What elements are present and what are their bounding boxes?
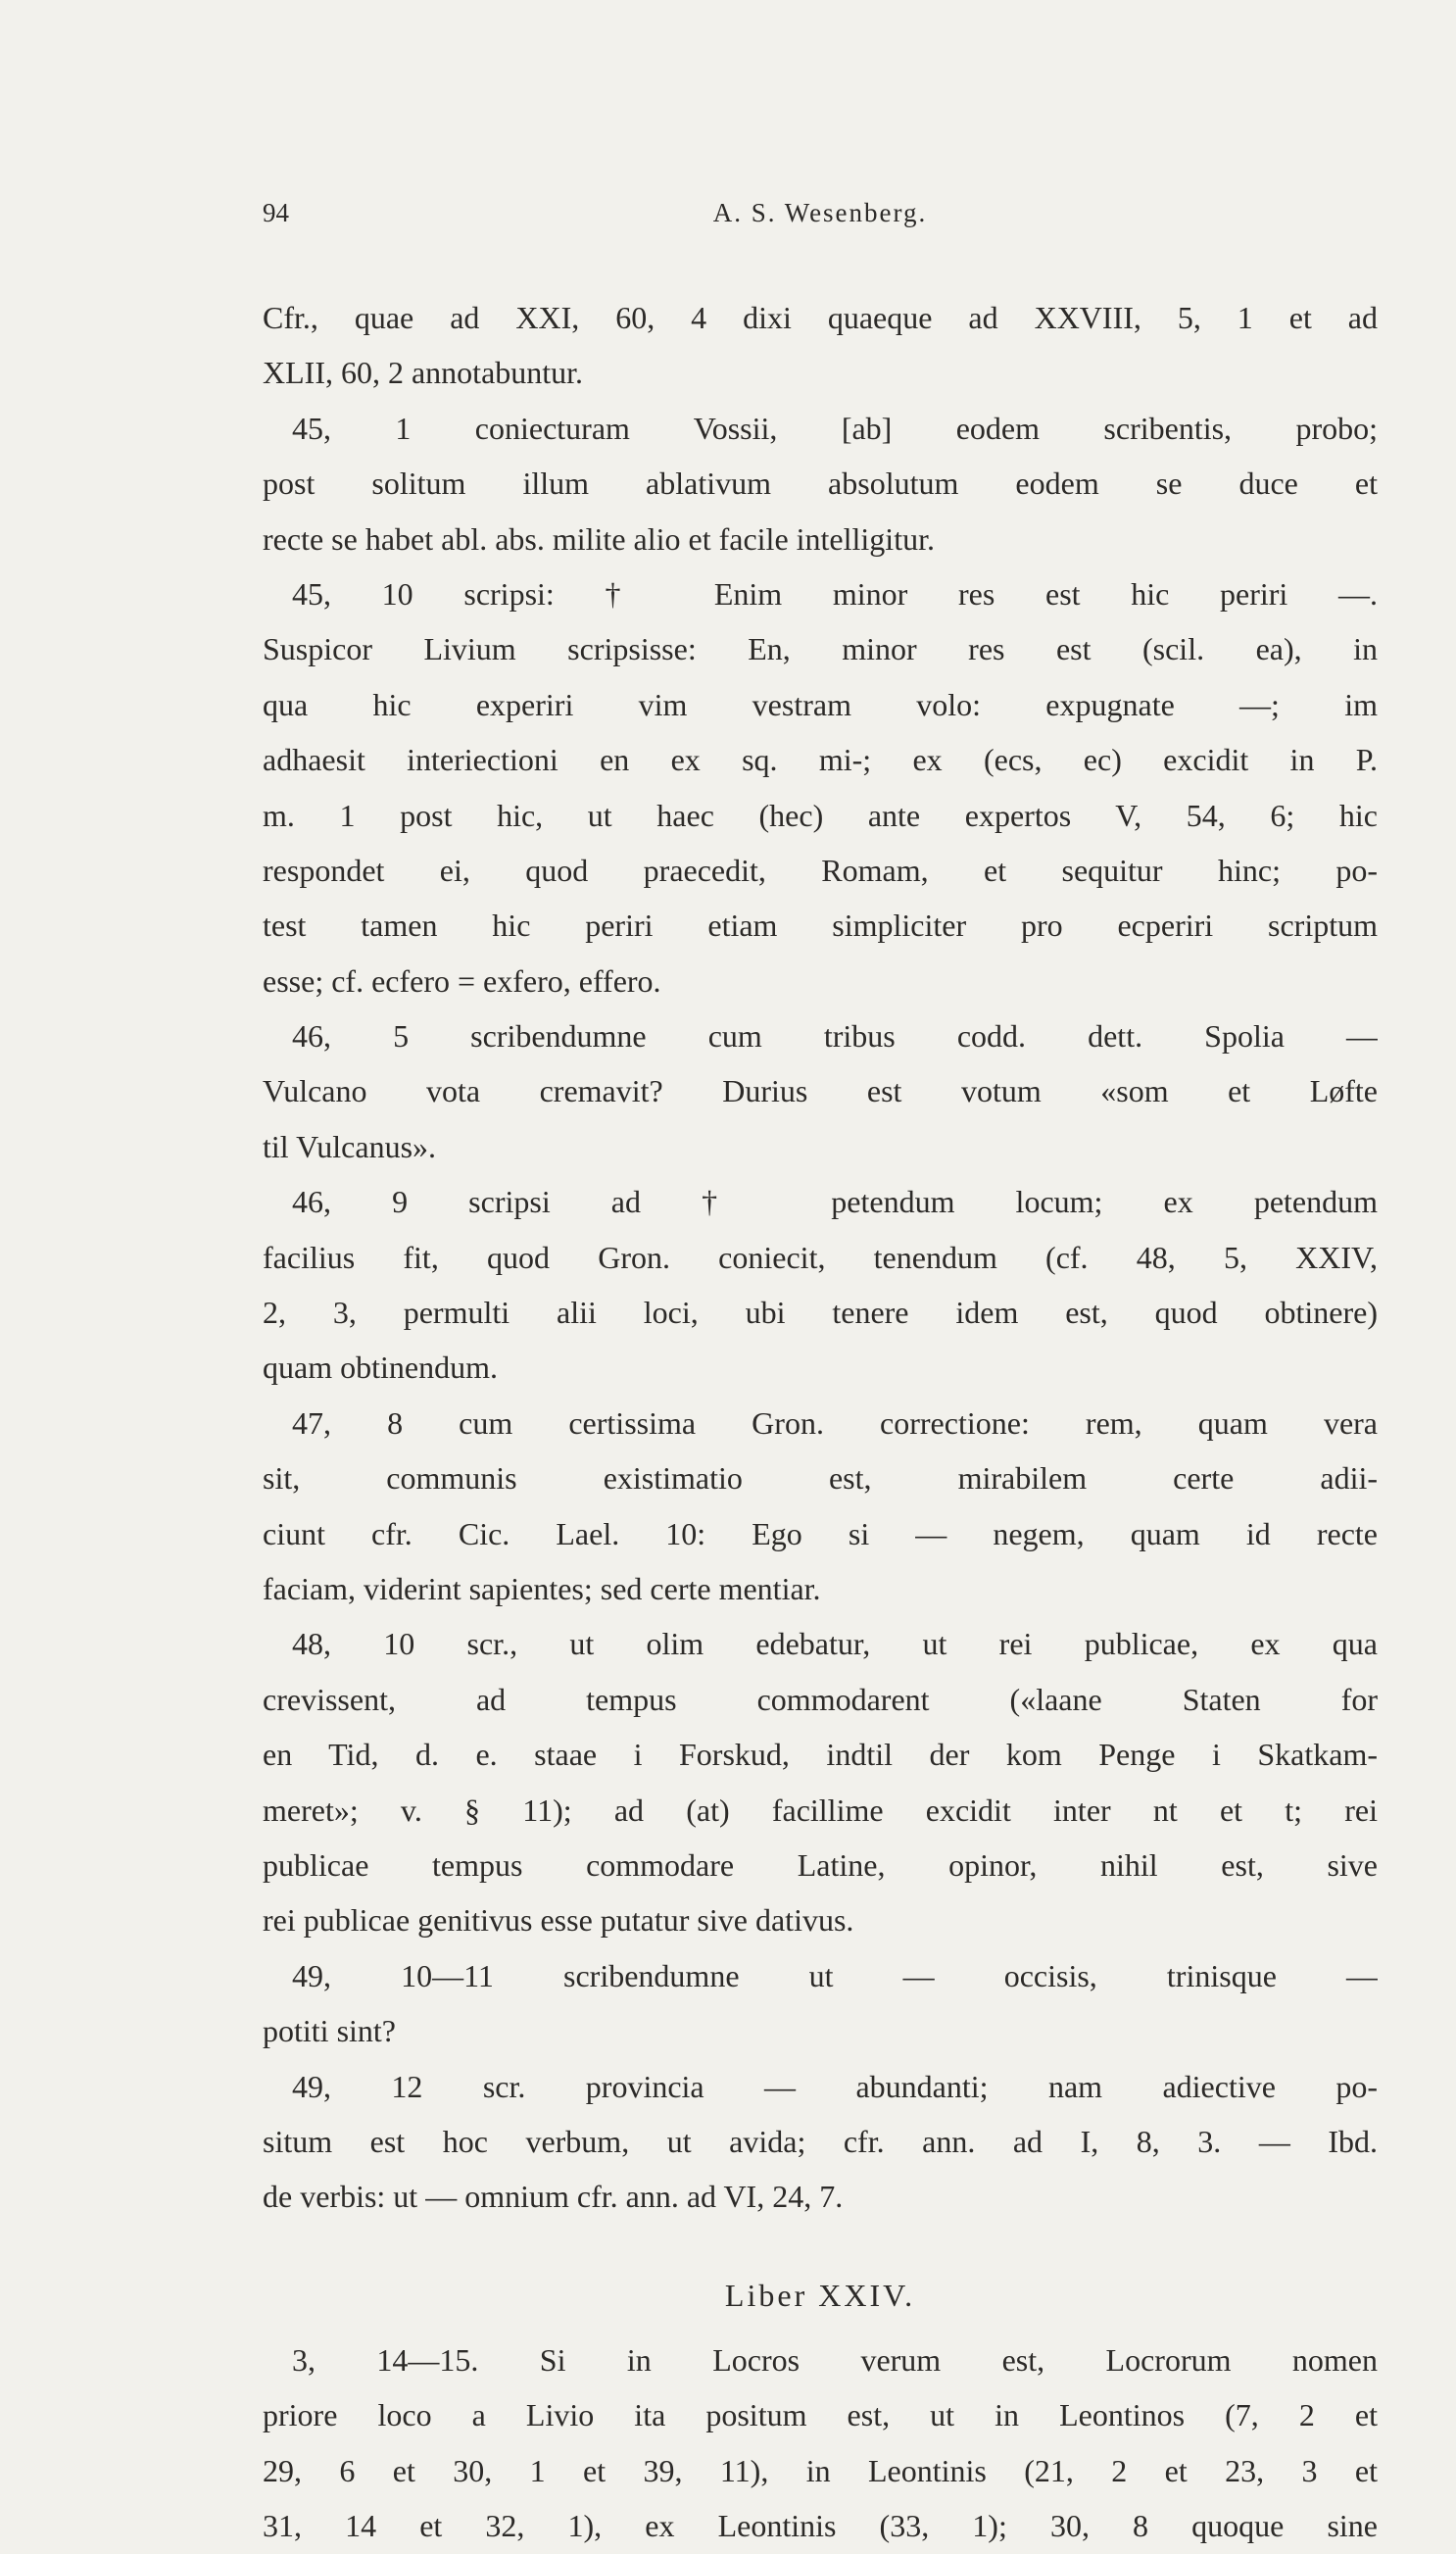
text-line: test tamen hic periri etiam simpliciter pro ecperiri scriptum (263, 908, 1378, 944)
text-line: 45, 10 scripsi: † Enim minor res est hic periri —. (292, 575, 1378, 612)
text-line: meret»; v. § 11); ad (at) facillime excidit inter nt et t; rei (263, 1792, 1378, 1828)
text-line: respondet ei, quod praecedit, Romam, et sequitur hinc; po- (263, 852, 1378, 888)
text-line: quam obtinendum. (263, 1350, 498, 1386)
text-line: sit, communis existimatio est, mirabilem certe adii- (263, 1460, 1378, 1497)
paragraph (263, 290, 1378, 401)
text-line: crevissent, ad tempus commodarent («laane Staten for (263, 1681, 1378, 1717)
text-line: 29, 6 et 30, 1 et 39, 11), in Leontinis (21, 2 et 23, 3 et (263, 2452, 1378, 2488)
text-line: facilius fit, quod Gron. coniecit, tenendum (cf. 48, 5, XXIV, (263, 1239, 1378, 1275)
text-line: rei publicae genitivus esse putatur sive dativus. (263, 1902, 854, 1939)
text-line: 31, 14 et 32, 1), ex Leontinis (33, 1); 30, 8 quoque sine (263, 2508, 1378, 2544)
text-line: situm est hoc verbum, ut avida; cfr. ann. ad I, 8, 3. — Ibd. (263, 2123, 1378, 2159)
paragraph (263, 1008, 1378, 1174)
text-line: publicae tempus commodare Latine, opinor, nihil est, sive (263, 1846, 1378, 1883)
text-line: 2, 3, permulti alii loci, ubi tenere idem est, quod obtinere) (263, 1295, 1378, 1331)
text-line: esse; cf. ecfero = exfero, effero. (263, 962, 661, 999)
text-line: potiti sint? (263, 2013, 396, 2049)
text-line: 48, 10 scr., ut olim edebatur, ut rei publicae, ex qua (292, 1626, 1378, 1662)
text-line: priore loco a Livio ita positum est, ut in Leontinos (7, 2 et (263, 2397, 1378, 2433)
text-line: 49, 12 scr. provincia — abundanti; nam adiective po- (292, 2068, 1378, 2104)
section-heading: Liber XXIV. (724, 2277, 916, 2313)
text-line: faciam, viderint sapientes; sed certe mentiar. (263, 1570, 821, 1606)
paragraph (263, 401, 1378, 566)
text-line: post solitum illum ablativum absolutum eodem se duce et (263, 466, 1378, 502)
text-line: 49, 10—11 scribendumne ut — occisis, trinisque — (292, 1957, 1378, 1993)
text-line: qua hic experiri vim vestram volo: expugnate —; im (263, 686, 1378, 722)
paragraph (263, 1174, 1378, 1396)
text-line: 3, 14—15. Si in Locros verum est, Locrorum nomen (292, 2342, 1378, 2379)
paragraph (263, 2059, 1378, 2225)
text-line: 45, 1 coniecturam Vossii, [ab] eodem scribentis, probo; (292, 410, 1378, 446)
paragraph (263, 1396, 1378, 1617)
text-line: m. 1 post hic, ut haec (hec) ante expertos V, 54, 6; hic (263, 797, 1378, 833)
paragraph (263, 1616, 1378, 1947)
page-body (263, 290, 1378, 2554)
paragraph (263, 566, 1378, 1008)
text-line: 46, 9 scripsi ad † petendum locum; ex petendum (292, 1184, 1378, 1220)
text-line: 46, 5 scribendumne cum tribus codd. dett. Spolia — (292, 1018, 1378, 1055)
text-line: recte se habet abl. abs. milite alio et facile intelligitur. (263, 520, 935, 557)
paragraph (263, 1948, 1378, 2059)
text-line: Suspicor Livium scripsisse: En, minor res est (scil. ea), in (263, 631, 1378, 667)
running-title: A. S. Wesenberg. (712, 198, 928, 227)
page-number: 94 (263, 198, 289, 227)
text-line: adhaesit interiectioni en ex sq. mi-; ex (ecs, ec) excidit in P. (263, 742, 1378, 778)
text-line: en Tid, d. e. staae i Forskud, indtil der kom Penge i Skatkam- (263, 1737, 1378, 1773)
text-line: 47, 8 cum certissima Gron. correctione: rem, quam vera (292, 1404, 1378, 1441)
text-line: Cfr., quae ad XXI, 60, 4 dixi quaeque ad XXVIII, 5, 1 et ad (263, 300, 1378, 335)
paragraph (263, 2333, 1378, 2554)
text-line: Vulcano vota cremavit? Durius est votum «som et Løfte (263, 1073, 1378, 1109)
text-line: XLII, 60, 2 annotabuntur. (263, 355, 584, 391)
text-line: til Vulcanus». (263, 1128, 437, 1164)
text-line: ciunt cfr. Cic. Lael. 10: Ego si — negem, quam id recte (263, 1515, 1378, 1551)
text-line: de verbis: ut — omnium cfr. ann. ad VI, 24, 7. (263, 2179, 844, 2215)
page-header (263, 198, 1378, 237)
